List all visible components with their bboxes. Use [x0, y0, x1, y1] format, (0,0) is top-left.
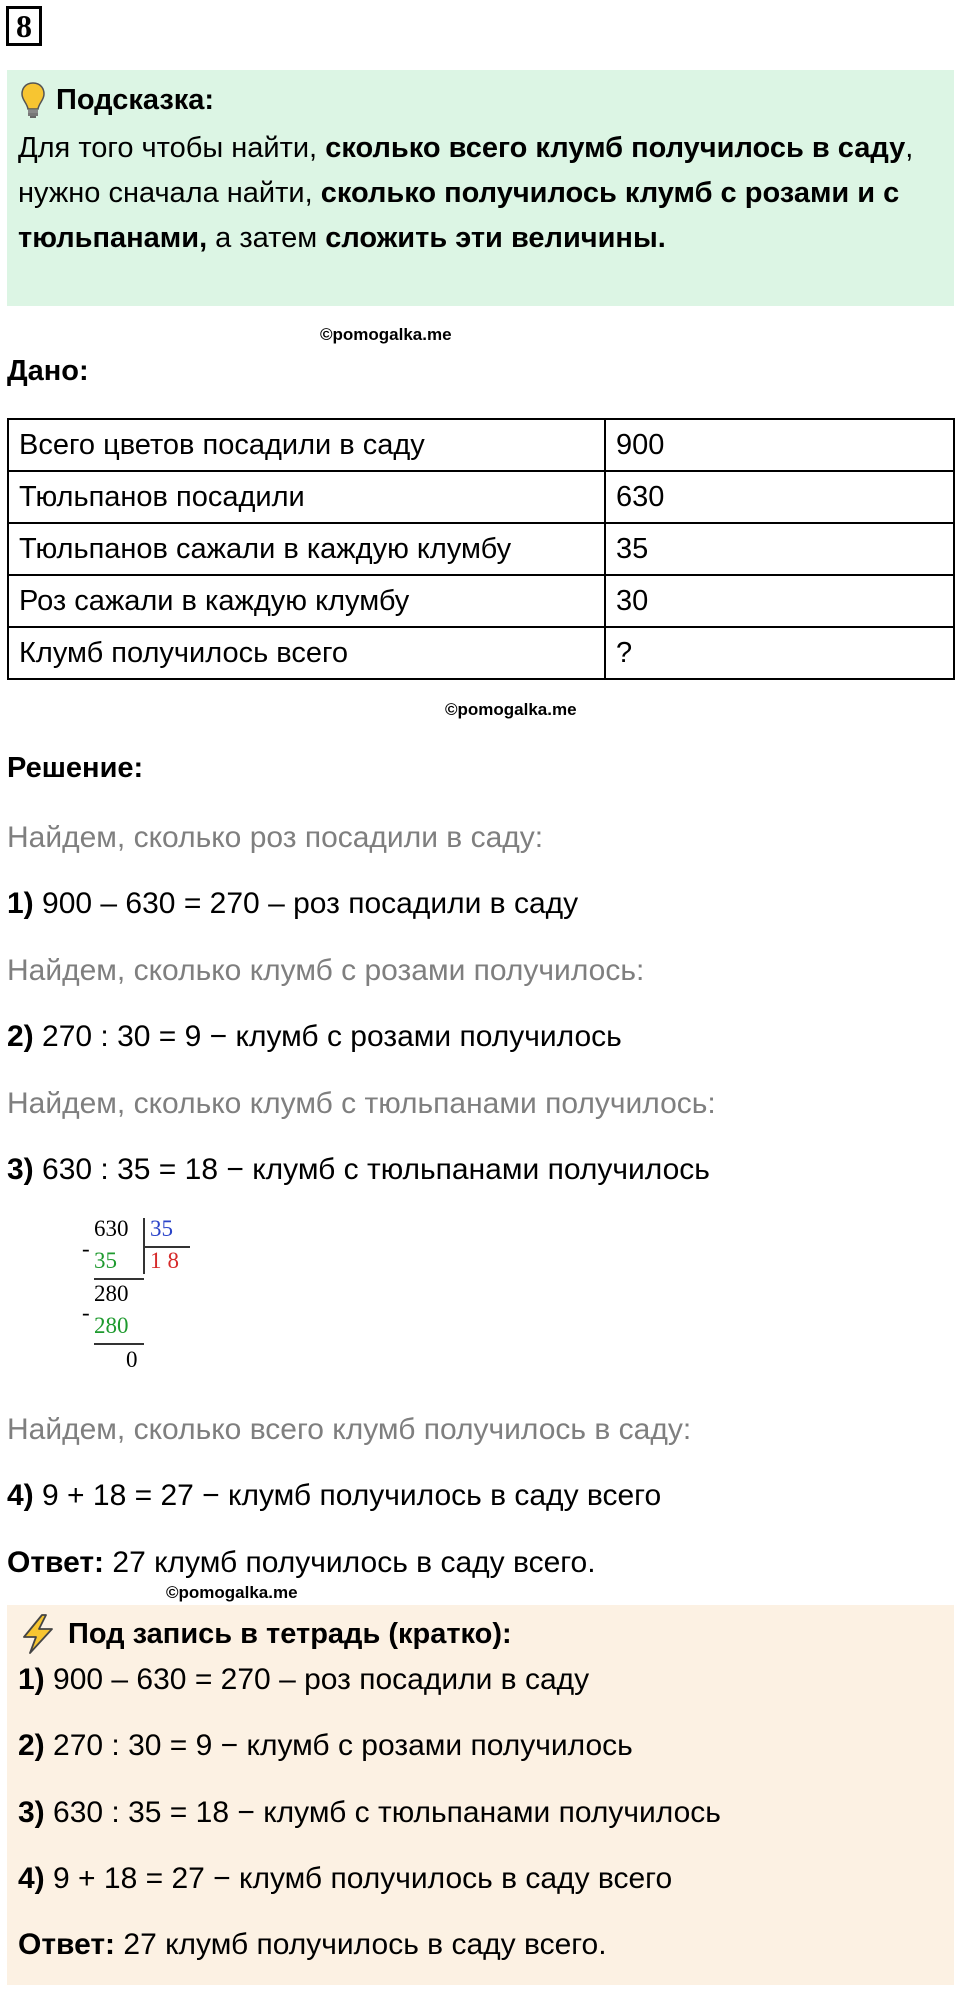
hint-title: [20, 80, 214, 120]
step-number: 2): [18, 1729, 45, 1762]
hint-text-part: сколько получилось клумб с розами и с тюльпанами,: [18, 177, 900, 254]
answer-label: Ответ:: [18, 1928, 116, 1961]
table-cell-value: 900: [605, 419, 954, 471]
table-cell-value: 35: [605, 523, 954, 575]
solution-step-4: [7, 1476, 661, 1516]
table-row: [8, 523, 954, 575]
solution-step-3: [7, 1150, 710, 1190]
answer-text: 27 клумб получилось в саду всего.: [115, 1928, 607, 1961]
watermark: ©pomogalka.me: [445, 700, 577, 719]
hint-text-part: сложить эти величины.: [325, 222, 666, 254]
table-cell-label: Роз сажали в каждую клумбу: [8, 575, 605, 627]
division-underline-1: [94, 1278, 144, 1280]
division-minus: -: [82, 1236, 90, 1261]
long-division: [80, 1216, 200, 1386]
step-text: 270 : 30 = 9 − клумб с розами получилось: [33, 1020, 622, 1053]
table-cell-value: 30: [605, 575, 954, 627]
hint-text-part: а затем: [207, 222, 326, 254]
solution-hint-3: Найдем, сколько клумб с тюльпанами получилось:: [7, 1087, 716, 1120]
step-number: 1): [7, 887, 34, 920]
lightbulb-icon: [20, 81, 46, 119]
division-minus: -: [82, 1300, 90, 1325]
step-number: 1): [18, 1663, 45, 1696]
short-answer: [18, 1925, 607, 1965]
watermark: ©pomogalka.me: [166, 1583, 298, 1602]
answer-label: Ответ:: [7, 1546, 105, 1579]
task-number: 8: [6, 6, 42, 46]
division-subtrahend-1: 35: [94, 1248, 117, 1273]
table-cell-label: Всего цветов посадили в саду: [8, 419, 605, 471]
short-step-3: [18, 1793, 721, 1833]
solution-hint-4: Найдем, сколько всего клумб получилось в саду:: [7, 1413, 692, 1446]
step-text: 900 – 630 = 270 – роз посадили в саду: [33, 887, 579, 920]
division-dividend: 630: [94, 1216, 129, 1241]
solution-hint-1: Найдем, сколько роз посадили в саду:: [7, 821, 544, 854]
step-number: 3): [18, 1796, 45, 1829]
hint-text: [18, 126, 948, 261]
division-remainder-1: 280: [94, 1281, 129, 1306]
step-number: 4): [7, 1479, 34, 1512]
step-text: 900 – 630 = 270 – роз посадили в саду: [44, 1663, 590, 1696]
solution-step-1: [7, 884, 578, 924]
hint-text-part: , нужно сначала найти,: [18, 132, 914, 209]
short-step-1: [18, 1660, 589, 1700]
table-row: [8, 471, 954, 523]
hint-text-part: сколько всего клумб получилось в саду: [325, 132, 906, 164]
table-row: [8, 419, 954, 471]
solution-hint-2: Найдем, сколько клумб с розами получилось:: [7, 954, 645, 987]
hint-title-text: Подсказка:: [56, 83, 215, 116]
division-remainder-2: 0: [126, 1347, 138, 1372]
short-title: [18, 1612, 512, 1656]
division-subtrahend-2: 280: [94, 1313, 129, 1338]
step-number: 2): [7, 1020, 34, 1053]
table-row: [8, 575, 954, 627]
solution-step-2: [7, 1017, 622, 1057]
step-number: 4): [18, 1862, 45, 1895]
step-text: 270 : 30 = 9 − клумб с розами получилось: [44, 1729, 633, 1762]
table-cell-label: Тюльпанов посадили: [8, 471, 605, 523]
solution-heading: Решение:: [7, 752, 144, 784]
given-heading: Дано:: [7, 355, 89, 387]
step-text: 630 : 35 = 18 − клумб с тюльпанами получилось: [33, 1153, 710, 1186]
short-step-2: [18, 1726, 633, 1766]
given-table: [7, 418, 955, 680]
table-cell-label: Клумб получилось всего: [8, 627, 605, 679]
watermark: ©pomogalka.me: [320, 325, 452, 344]
step-text: 630 : 35 = 18 − клумб с тюльпанами получилось: [44, 1796, 721, 1829]
division-quotient: 18: [150, 1248, 185, 1273]
table-cell-label: Тюльпанов сажали в каждую клумбу: [8, 523, 605, 575]
short-step-4: [18, 1859, 672, 1899]
table-row: [8, 627, 954, 679]
step-number: 3): [7, 1153, 34, 1186]
solution-answer: [7, 1543, 596, 1583]
step-text: 9 + 18 = 27 − клумб получилось в саду всего: [33, 1479, 662, 1512]
division-divisor: 35: [150, 1216, 173, 1241]
answer-text: 27 клумб получилось в саду всего.: [104, 1546, 596, 1579]
table-cell-value: 630: [605, 471, 954, 523]
step-text: 9 + 18 = 27 − клумб получилось в саду всего: [44, 1862, 673, 1895]
short-title-text: Под запись в тетрадь (кратко):: [68, 1617, 512, 1650]
table-cell-value: ?: [605, 627, 954, 679]
division-underline-2: [94, 1343, 144, 1345]
hint-text-part: Для того чтобы найти,: [18, 132, 326, 164]
lightning-icon: [18, 1613, 58, 1655]
